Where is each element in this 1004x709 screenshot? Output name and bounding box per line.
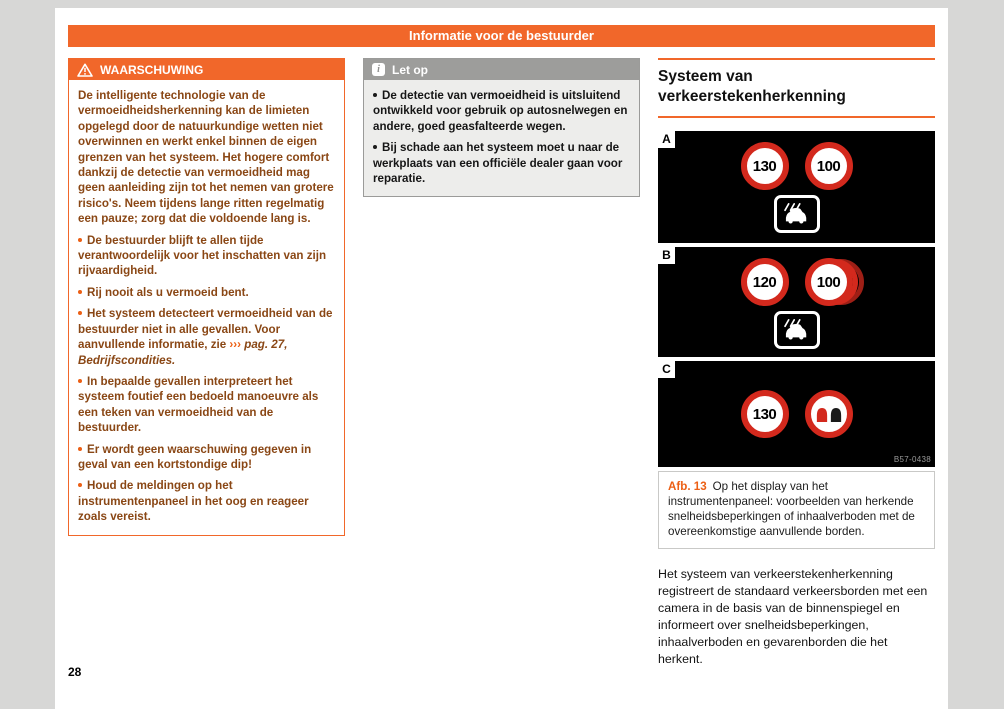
warning-box xyxy=(68,58,345,536)
wet-road-aux-sign xyxy=(774,311,820,349)
figure-panel-a xyxy=(658,131,935,243)
sign-row xyxy=(658,361,935,438)
note-list-item xyxy=(373,88,630,134)
speed-limit-sign-animated xyxy=(805,258,853,306)
warning-list-item xyxy=(78,478,335,524)
section-body-text: Het systeem van verkeerstekenherkenning registreert de standaard verkeersborden met een camera in de basis van de binnenspiegel en informeert over snelheidsbeperkingen, inhaalverboden en gevarenborden die het herkent. xyxy=(658,567,928,666)
panel-label: A xyxy=(658,131,675,148)
chapter-header-bar xyxy=(68,25,935,47)
warning-item-text: Het systeem detecteert vermoeidheid van de bestuurder niet in alle gevallen. Voor aanvullende informatie, zie xyxy=(78,307,333,352)
sign-row xyxy=(658,247,935,306)
warning-item-text: De bestuurder blijft te allen tijde verantwoordelijk voor het inschatten van zijn rijvaardigheid. xyxy=(78,233,327,278)
warning-list-item xyxy=(78,442,335,473)
column-right xyxy=(658,58,935,668)
warning-box-header xyxy=(69,59,344,80)
warning-body xyxy=(69,80,344,535)
manual-page xyxy=(55,8,948,709)
speed-value: 100 xyxy=(816,273,841,291)
figure-panel-b xyxy=(658,247,935,357)
bullet-icon xyxy=(78,311,82,315)
bullet-icon xyxy=(78,290,82,294)
no-overtaking-sign xyxy=(805,390,853,438)
bullet-icon xyxy=(373,93,377,97)
warning-item-text: In bepaalde gevallen interpreteert het systeem foutief een bedoeld manoeuvre als een teken van vermoeidheid van de bestuurder. xyxy=(78,374,319,435)
column-left xyxy=(68,58,345,536)
bullet-icon xyxy=(78,447,82,451)
speed-value: 100 xyxy=(816,157,841,175)
cross-ref-link[interactable]: pag. 27, Bedrijfscondities. xyxy=(78,338,288,367)
note-title: Let op xyxy=(392,62,428,77)
section-rule-bottom xyxy=(658,116,935,118)
warning-item-text: Rij nooit als u vermoeid bent. xyxy=(87,285,249,299)
content-columns xyxy=(68,58,935,668)
note-body xyxy=(364,80,639,196)
figure-caption-text: Op het display van het instrumentenpaneel: voorbeelden van herkende snelheidsbeperkingen of inhaalverboden met de overeenkomstige aanvullende borden. xyxy=(668,480,915,538)
chapter-title: Informatie voor de bestuurder xyxy=(409,28,594,43)
speed-limit-sign xyxy=(805,258,853,306)
note-item-text: Bij schade aan het systeem moet u naar de werkplaats van een officiële dealer gaan voor reparatie. xyxy=(373,141,623,186)
speed-limit-sign xyxy=(805,142,853,190)
wet-road-icon xyxy=(781,318,813,342)
figure-caption xyxy=(658,471,935,549)
bullet-icon xyxy=(373,145,377,149)
speed-value: 130 xyxy=(752,157,777,175)
speed-value: 120 xyxy=(752,273,777,291)
note-box-header xyxy=(364,59,639,80)
column-middle xyxy=(363,58,640,197)
speed-limit-sign xyxy=(741,258,789,306)
warning-item-text: Houd de meldingen op het instrumentenpaneel in het oog en reageer zoals vereist. xyxy=(78,479,309,524)
warning-list-item xyxy=(78,285,335,300)
note-item-text: De detectie van vermoeidheid is uitsluitend ontwikkeld voor gebruik op autosnelwegen en andere, goed geasfalteerde wegen. xyxy=(373,89,628,133)
warning-list-item xyxy=(78,306,335,368)
no-overtaking-icon xyxy=(815,405,843,424)
speed-value: 130 xyxy=(752,405,777,423)
section-heading: Systeem van verkeerstekenherkenning xyxy=(658,68,846,105)
info-icon: i xyxy=(372,63,385,76)
panel-label: C xyxy=(658,361,675,378)
warning-item-text: Er wordt geen waarschuwing gegeven in geval van een kortstondige dip! xyxy=(78,442,312,471)
sign-row xyxy=(658,131,935,190)
warning-list-item xyxy=(78,374,335,436)
note-list-item xyxy=(373,140,630,186)
image-reference-code: B57-0438 xyxy=(893,455,931,464)
cross-ref-arrows-icon[interactable]: ››› xyxy=(229,338,242,352)
wet-road-aux-sign xyxy=(774,195,820,233)
warning-list-item xyxy=(78,233,335,279)
bullet-icon xyxy=(78,238,82,242)
figure-panel-c xyxy=(658,361,935,467)
speed-limit-sign xyxy=(741,390,789,438)
bullet-icon xyxy=(78,483,82,487)
speed-limit-sign xyxy=(741,142,789,190)
bullet-icon xyxy=(78,379,82,383)
figure-image xyxy=(658,131,935,467)
warning-title: WAARSCHUWING xyxy=(100,62,204,77)
warning-triangle-icon xyxy=(77,63,93,77)
panel-label: B xyxy=(658,247,675,264)
page-number: 28 xyxy=(68,665,82,679)
note-box xyxy=(363,58,640,197)
wet-road-icon xyxy=(781,202,813,226)
warning-intro: De intelligente technologie van de vermoeidheidsherkenning kan de limieten opgelegd door de natuurkundige wetten niet overwinnen en werkt enkel binnen de eigen grenzen van het systeem. Het hogere comfort dankzij de detectie van vermoeidheid mag geen aanleiding zijn tot het nemen van grotere risico's. Neem tijdens lange ritten regelmatig een pauze; zorg dat die voldoende lang is. xyxy=(78,89,334,226)
figure-caption-label: Afb. 13 xyxy=(668,480,707,493)
